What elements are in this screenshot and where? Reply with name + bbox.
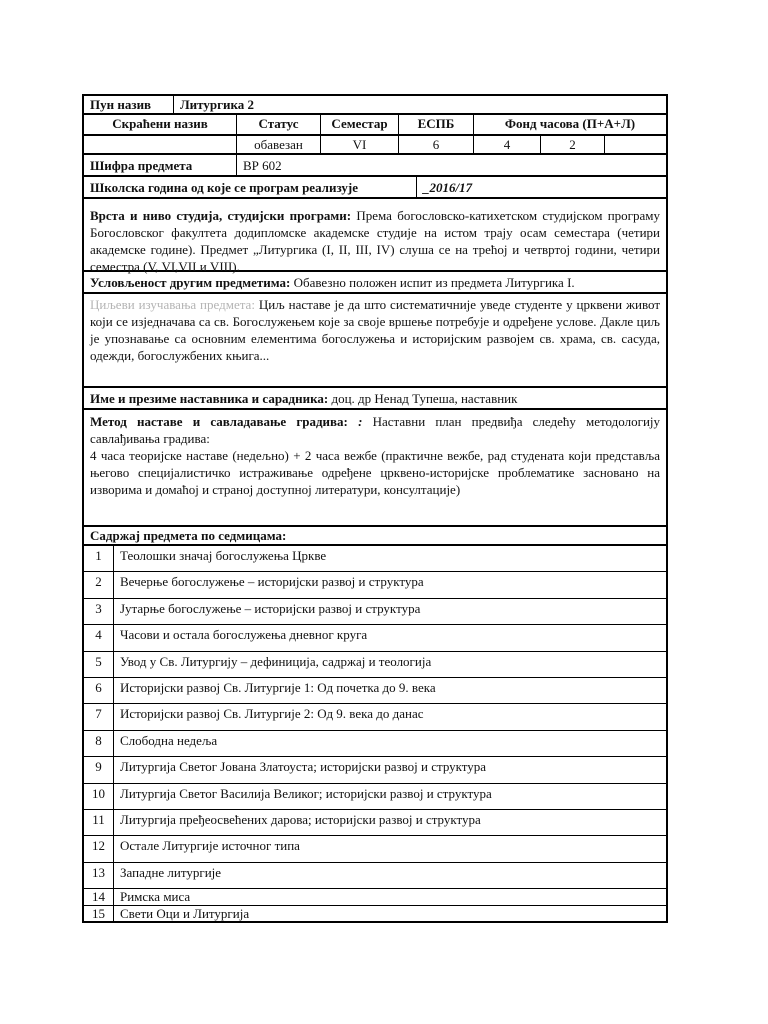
full-name-label: Пун назив: [84, 96, 174, 113]
week-number: 12: [84, 836, 114, 861]
week-number: 6: [84, 678, 114, 703]
code-value: ВР 602: [243, 158, 282, 173]
status-value: обавезан: [237, 136, 321, 153]
week-row: [82, 678, 668, 704]
week-topic: Слободна недеља: [120, 732, 218, 748]
method-section: [82, 410, 668, 527]
week-row: [82, 784, 668, 810]
week-number: 5: [84, 652, 114, 677]
start-year-value: _2016/17: [423, 180, 473, 195]
week-number: 2: [84, 572, 114, 597]
method-colon: :: [358, 414, 363, 429]
content-label: Садржај предмета по седмицама:: [90, 528, 287, 543]
teacher-text: доц. др Ненад Тупеша, наставник: [331, 391, 518, 406]
week-number: 3: [84, 599, 114, 624]
week-topic: Остале Литургије источног типа: [120, 838, 300, 854]
status-label: Статус: [237, 115, 321, 134]
week-number: 13: [84, 863, 114, 888]
week-row: [82, 863, 668, 889]
espb-label: ЕСПБ: [399, 115, 474, 134]
week-topic: Римска миса: [120, 889, 191, 905]
week-number: 15: [84, 906, 114, 921]
week-row: [82, 599, 668, 625]
week-row: [82, 546, 668, 572]
week-topic: Свети Оци и Литургија: [120, 906, 250, 922]
week-row: [82, 572, 668, 598]
short-name-value: [84, 136, 237, 153]
hours-exercises-value: 2: [541, 136, 605, 153]
week-row: [82, 836, 668, 862]
week-row: [82, 757, 668, 783]
week-row: [82, 906, 668, 923]
study-type-section: [82, 199, 668, 272]
week-number: 4: [84, 625, 114, 650]
content-header: [82, 527, 668, 546]
full-name-row: [82, 94, 668, 115]
goals-label: Циљеви изучавања предмета:: [90, 297, 255, 312]
semester-label: Семестар: [321, 115, 399, 134]
week-number: 9: [84, 757, 114, 782]
teacher-label: Име и презиме наставника и сарадника:: [90, 391, 329, 406]
week-topic: Западне литургије: [120, 864, 222, 880]
week-topic: Увод у Св. Литургију – дефиниција, садржај и теологија: [120, 653, 432, 669]
week-topic: Теолошки значај богослужења Цркве: [120, 548, 327, 563]
goals-section: [82, 294, 668, 388]
semester-value: VI: [321, 136, 399, 153]
week-number: 8: [84, 731, 114, 756]
conditions-section: [82, 272, 668, 294]
method-text-2: 4 часа теоријске наставе (недељно) + 2 часа вежбе (практичне вежбе, рад студената који представља његово специјалистичко истраживање одређене црквено-историјске проблематике засновано на изворима и домаћој и страној доступној литератури, консултације): [90, 448, 660, 497]
week-row: [82, 704, 668, 730]
full-name-value: Литургика 2: [180, 97, 255, 112]
attributes-header-row: [82, 115, 668, 136]
week-topic: Вечерње богослужење – историјски развој и структура: [120, 574, 424, 590]
method-label: Метод наставе и савладавање градива:: [90, 414, 348, 429]
week-number: 11: [84, 810, 114, 835]
week-number: 1: [84, 546, 114, 571]
week-row: [82, 889, 668, 906]
teacher-section: [82, 388, 668, 410]
goals-text: Циљ наставе је да што систематичније уведе студенте у црквени живот који се изједначава са св. Богослужењем које за своје вршење потребује и одређене услове. Дакле циљ је упознавање са основним елементима богослужења и историјским развојем св. храма, св. сасуда, одежди, богослужбених књига...: [90, 297, 660, 363]
hours-lab-value: [605, 136, 666, 153]
week-number: 14: [84, 889, 114, 905]
hours-label: Фонд часова (П+А+Л): [504, 116, 636, 131]
week-topic: Историјски развој Св. Литургије 2: Од 9. века до данас: [120, 706, 424, 722]
week-row: [82, 810, 668, 836]
week-row: [82, 625, 668, 651]
attributes-values-row: [82, 136, 668, 155]
week-row: [82, 652, 668, 678]
week-number: 10: [84, 784, 114, 809]
short-name-label: Скраћени назив: [84, 115, 237, 134]
week-topic: Часови и остала богослужења дневног круга: [120, 627, 368, 643]
conditions-label: Условљеност другим предметима:: [90, 275, 291, 290]
conditions-text: Обавезно положен испит из предмета Литургика I.: [293, 275, 575, 290]
start-year-label: Школска година од које се програм реализује: [84, 177, 417, 197]
week-topic: Литургија пређеосвећених дарова; историјски развој и структура: [120, 811, 481, 827]
method-text-1: Наставни план предвиђа следећу методологију савлађивања градива:: [90, 414, 661, 446]
code-label: Шифра предмета: [84, 155, 237, 175]
week-topic: Јутарње богослужење – историјски развој и структура: [120, 600, 421, 616]
week-number: 7: [84, 704, 114, 729]
week-topic: Литургија Светог Јована Златоуста; историјски развој и структура: [120, 759, 487, 775]
week-topic: Литургија Светог Василија Великог; историјски развој и структура: [120, 785, 492, 801]
course-syllabus-table: [82, 94, 668, 923]
week-row: [82, 731, 668, 757]
start-year-row: [82, 177, 668, 199]
study-type-text: Према богословско-катихетском студијском програму Богословског факултета додипломске академске студије на истом трају осам семестара (четири академске године). Предмет „Литургика (I, II, III, IV) слуша се на трећој и четвртој години, четири семестра (V, VI,VII и VIII).: [90, 208, 660, 274]
study-type-label: Врста и ниво студија, студијски програми:: [90, 208, 352, 223]
hours-lectures-value: 4: [474, 136, 541, 153]
code-row: [82, 155, 668, 177]
week-topic: Историјски развој Св. Литургије 1: Од почетка до 9. века: [120, 679, 436, 695]
espb-value: 6: [399, 136, 474, 153]
